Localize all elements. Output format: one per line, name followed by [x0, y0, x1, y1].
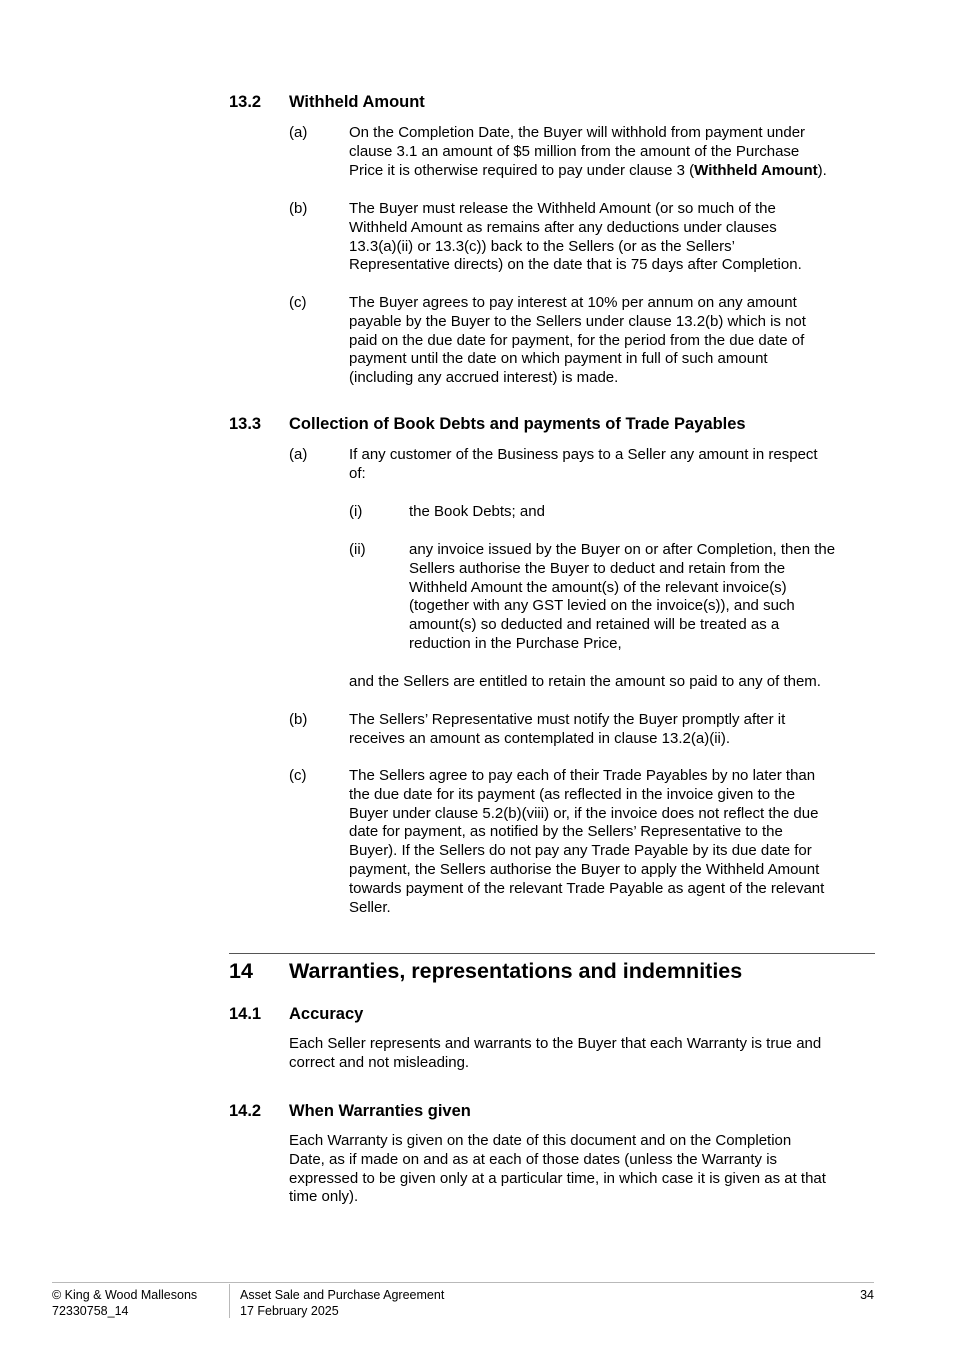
text-line: Withheld Amount as remains after any deductions under clauses: [349, 218, 777, 236]
text-line: time only).: [289, 1188, 359, 1206]
text-line: The Buyer must release the Withheld Amount (or so much of the: [349, 200, 776, 217]
clause-tail-text: and the Sellers are entitled to retain the amount so paid to any of them.: [349, 673, 821, 690]
clause-label: (a): [289, 446, 308, 463]
text-line: Withheld Amount the amount(s) of the relevant invoice(s): [409, 578, 787, 596]
chapter-heading: Warranties, representations and indemnities: [289, 959, 743, 983]
text-line: date for payment, as notified by the Sellers’ Representative to the: [349, 823, 783, 841]
paragraph: [289, 1035, 821, 1073]
text-line: 13.3(a)(ii) or 13.3(c)) back to the Sellers (or as the Sellers’: [349, 237, 735, 255]
text-line: paid on the due date for payment, for the period from the due date of: [349, 331, 805, 349]
page-number: 34: [860, 1288, 874, 1302]
clause-label: (c): [289, 767, 307, 784]
text-line: Seller.: [349, 898, 391, 916]
footer-copyright: © King & Wood Mallesons: [52, 1288, 198, 1302]
section-number: 14.2: [229, 1102, 262, 1120]
text-line: payment until the date on which payment in full of such amount: [349, 350, 768, 368]
clause-text: [349, 446, 818, 484]
text-line: payable by the Buyer to the Sellers under clause 13.2(b) which is not: [349, 312, 806, 330]
text-line: Buyer). If the Sellers do not pay any Trade Payable by its due date for: [349, 842, 812, 860]
text-line: Representative directs) on the date that is 75 days after Completion.: [349, 256, 802, 274]
footer-date: 17 February 2025: [240, 1303, 339, 1318]
defined-term: Withheld Amount: [694, 161, 818, 179]
text-line: Date, as if made on and as at each of those dates (unless the Warranty is: [289, 1150, 778, 1168]
subclause-text: [409, 541, 835, 654]
section-number: 13.3: [229, 415, 262, 433]
text-line: any invoice issued by the Buyer on or after Completion, then the: [409, 541, 836, 558]
text-line: (together with any GST levied on the invoice(s)), and such: [409, 597, 795, 615]
clause-text: [349, 767, 824, 917]
text-line: towards payment of the relevant Trade Payable as agent of the relevant: [349, 879, 825, 897]
clause-text: [349, 294, 806, 388]
text-line: The Sellers agree to pay each of their Trade Payables by no later than: [349, 767, 816, 784]
text-line: amount(s) so deducted and retained will be treated as a: [409, 616, 780, 634]
text-line: (including any accrued interest) is made.: [349, 369, 619, 387]
text-line: the due date for its payment (as reflected in the invoice given to the: [349, 785, 796, 803]
text-line: correct and not misleading.: [289, 1053, 470, 1071]
text-line: receives an amount as contemplated in clause 13.2(a)(ii).: [349, 729, 731, 747]
text-line: If any customer of the Business pays to a Seller any amount in respect: [349, 446, 818, 463]
section-heading: Accuracy: [289, 1005, 364, 1023]
text-line: Buyer under clause 5.2(b)(viii) or, if the invoice does not reflect the due: [349, 804, 819, 822]
clause-label: (c): [289, 294, 307, 311]
footer-center: [240, 1288, 444, 1319]
subclause-text: the Book Debts; and: [409, 503, 545, 520]
footer-divider: [52, 1282, 874, 1283]
section-heading: Collection of Book Debts and payments of Trade Payables: [289, 415, 746, 433]
text-line: reduction in the Purchase Price,: [409, 634, 622, 652]
text-line: Price it is otherwise required to pay under clause 3 (Withheld Amount).: [349, 161, 827, 179]
text-line: clause 3.1 an amount of $5 million from the amount of the Purchase: [349, 142, 800, 160]
clause-text: [349, 124, 827, 180]
section-heading: Withheld Amount: [289, 93, 425, 111]
clause-text: [349, 711, 785, 749]
footer-doc-title: Asset Sale and Purchase Agreement: [240, 1288, 445, 1302]
text-line: of:: [349, 464, 366, 482]
clause-label: (b): [289, 200, 308, 217]
text-line: The Sellers’ Representative must notify the Buyer promptly after it: [349, 711, 786, 728]
clause-text: [349, 200, 802, 275]
clause-label: (b): [289, 711, 308, 728]
clause-label: (a): [289, 124, 308, 141]
subclause-label: (i): [349, 503, 363, 520]
footer-doc-ref: 72330758_14: [52, 1303, 129, 1318]
paragraph: [289, 1132, 826, 1207]
footer-left: [52, 1288, 197, 1319]
section-number: 14.1: [229, 1005, 262, 1023]
text-line: The Buyer agrees to pay interest at 10% per annum on any amount: [349, 294, 797, 311]
text-line: expressed to be given only at a particular time, in which case it is given as at that: [289, 1169, 826, 1187]
section-divider: [229, 953, 875, 954]
text-line: Each Warranty is given on the date of this document and on the Completion: [289, 1132, 792, 1149]
text-line: Each Seller represents and warrants to the Buyer that each Warranty is true and: [289, 1035, 822, 1052]
text-line: On the Completion Date, the Buyer will withhold from payment under: [349, 124, 806, 141]
footer-column-divider: [229, 1284, 230, 1318]
section-number: 13.2: [229, 93, 262, 111]
subclause-label: (ii): [349, 541, 366, 558]
text-line: payment, the Sellers authorise the Buyer to apply the Withheld Amount: [349, 860, 820, 878]
chapter-number: 14: [229, 959, 253, 983]
section-heading: When Warranties given: [289, 1102, 471, 1120]
text-line: Sellers authorise the Buyer to deduct and retain from the: [409, 559, 786, 577]
